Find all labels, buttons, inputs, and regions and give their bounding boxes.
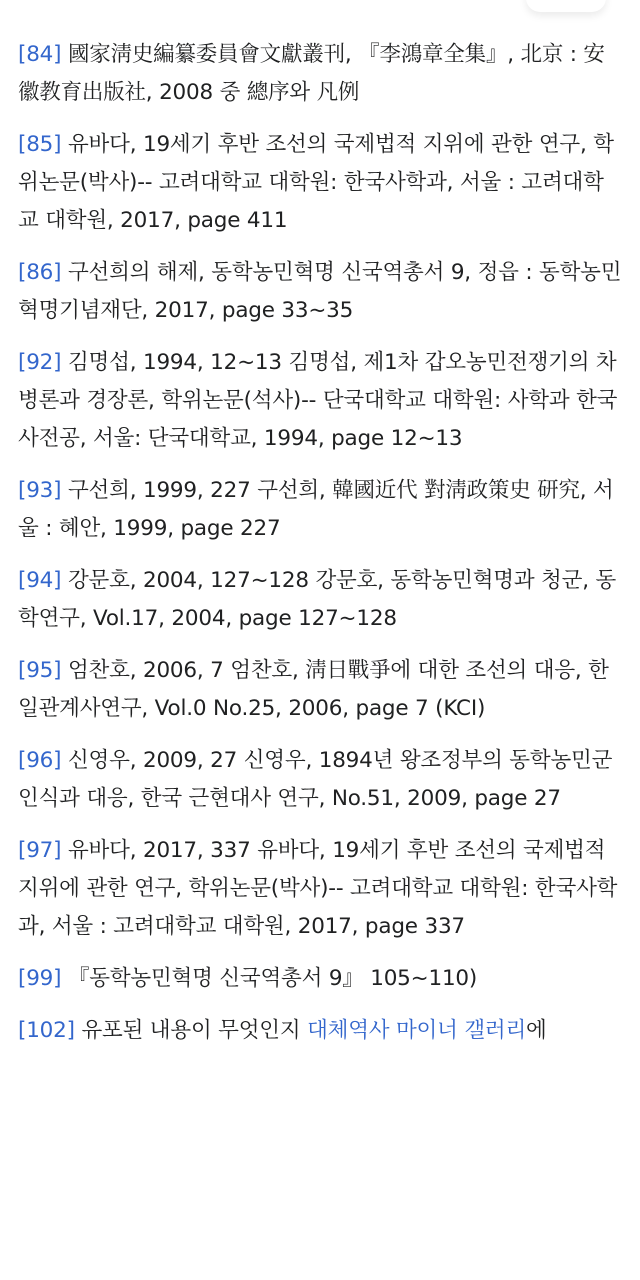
reference-text: 엄찬호, 2006, 7 엄찬호, 淸日戰爭에 대한 조선의 대응, 한일관계사연구, Vol.0 No.25, 2006, page 7 (KCI) xyxy=(18,658,609,721)
reference-backlink[interactable]: [92] xyxy=(18,350,62,375)
reference-list xyxy=(18,36,622,1064)
reference-text: 구선희, 1999, 227 구선희, 韓國近代 對淸政策史 研究, 서울 : 혜안, 1999, page 227 xyxy=(18,478,614,541)
reference-text: 유바다, 19세기 후반 조선의 국제법적 지위에 관한 연구, 학위논문(박사)-- 고려대학교 대학원: 한국사학과, 서울 : 고려대학교 대학원, 2017, page 411 xyxy=(18,132,614,233)
reference-item xyxy=(18,344,622,458)
reference-item xyxy=(18,36,622,112)
reference-backlink[interactable]: [95] xyxy=(18,658,62,683)
reference-item xyxy=(18,960,622,998)
reference-backlink[interactable]: [102] xyxy=(18,1018,75,1043)
reference-text: 강문호, 2004, 127~128 강문호, 동학농민혁명과 청군, 동학연구, Vol.17, 2004, page 127~128 xyxy=(18,568,617,631)
reference-backlink[interactable]: [84] xyxy=(18,42,62,67)
reference-text: 구선희의 해제, 동학농민혁명 신국역총서 9, 정읍 : 동학농민혁명기념재단, 2017, page 33~35 xyxy=(18,260,622,323)
reference-backlink[interactable]: [99] xyxy=(18,966,62,991)
reference-item xyxy=(18,126,622,240)
reference-backlink[interactable]: [93] xyxy=(18,478,62,503)
reference-text: 國家淸史編纂委員會文獻叢刊, 『李鴻章全集』, 北京 : 安徽教育出版社, 2008 중 總序와 凡例 xyxy=(18,42,605,105)
reference-text: 유바다, 2017, 337 유바다, 19세기 후반 조선의 국제법적 지위에 관한 연구, 학위논문(박사)-- 고려대학교 대학원: 한국사학과, 서울 : 고려대학교 대학원, 2017, page 337 xyxy=(18,838,618,939)
reference-backlink[interactable]: [96] xyxy=(18,748,62,773)
reference-text-tail: 에 xyxy=(526,1018,547,1043)
reference-backlink[interactable]: [86] xyxy=(18,260,62,285)
reference-item xyxy=(18,562,622,638)
floating-toolbar-edge xyxy=(526,0,606,12)
reference-item xyxy=(18,742,622,818)
reference-item xyxy=(18,254,622,330)
reference-item xyxy=(18,652,622,728)
reference-text: 『동학농민혁명 신국역총서 9』 105~110) xyxy=(67,966,478,991)
reference-text: 유포된 내용이 무엇인지 xyxy=(81,1018,308,1043)
reference-backlink[interactable]: [97] xyxy=(18,838,62,863)
reference-item xyxy=(18,472,622,548)
reference-item xyxy=(18,832,622,946)
gallery-link[interactable]: 대체역사 마이너 갤러리 xyxy=(307,1018,527,1043)
reference-item xyxy=(18,1012,622,1050)
reference-text: 김명섭, 1994, 12~13 김명섭, 제1차 갑오농민전쟁기의 차병론과 경장론, 학위논문(석사)-- 단국대학교 대학원: 사학과 한국사전공, 서울: 단국대학교, 1994, page 12~13 xyxy=(18,350,618,451)
reference-backlink[interactable]: [94] xyxy=(18,568,62,593)
reference-text: 신영우, 2009, 27 신영우, 1894년 왕조정부의 동학농민군 인식과 대응, 한국 근현대사 연구, No.51, 2009, page 27 xyxy=(18,748,613,811)
reference-backlink[interactable]: [85] xyxy=(18,132,62,157)
